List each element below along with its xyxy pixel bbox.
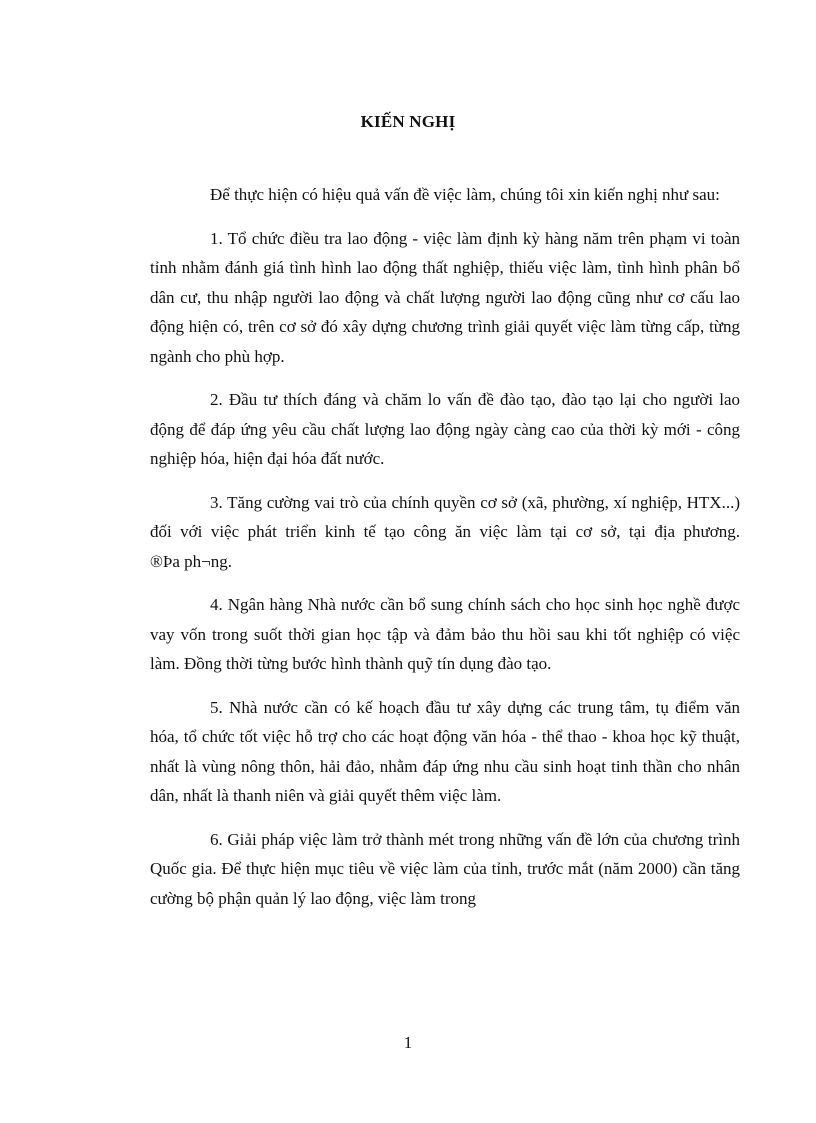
page-title: KIẾN NGHỊ bbox=[360, 112, 456, 131]
recommendation-item-5: 5. Nhà nước cần có kế hoạch đầu tư xây dựng các trung tâm, tụ điểm văn hóa, tổ chức tốt việc hỗ trợ cho các hoạt động văn hóa - thể thao - khoa học kỹ thuật, nhất là vùng nông thôn, hải đảo, nhằm đáp ứng nhu cầu sinh hoạt tinh thần cho nhân dân, nhất là thanh niên và giải quyết thêm việc làm. bbox=[150, 697, 740, 805]
recommendation-item-4: 4. Ngân hàng Nhà nước cần bổ sung chính sách cho học sinh học nghề được vay vốn trong suốt thời gian học tập và đảm bảo thu hồi sau khi tốt nghiệp có việc làm. Đồng thời từng bước hình thành quỹ tín dụng đào tạo. bbox=[150, 595, 740, 673]
page-number: 1 bbox=[403, 1033, 413, 1052]
recommendation-item-1: 1. Tổ chức điều tra lao động - việc làm định kỳ hàng năm trên phạm vi toàn tỉnh nhằm đánh giá tình hình lao động thất nghiệp, thiếu việc làm, tình hình phân bổ dân cư, thu nhập người lao động và chất lượng người lao động cũng như cơ cấu lao động hiện có, trên cơ sở đó xây dựng chương trình giải quyết việc làm từng cấp, từng ngành cho phù hợp. bbox=[150, 228, 740, 366]
intro-paragraph: Để thực hiện có hiệu quả vấn đề việc làm, chúng tôi xin kiến nghị như sau: bbox=[210, 185, 720, 204]
recommendation-item-3: 3. Tăng cường vai trò của chính quyền cơ sở (xã, phường, xí nghiệp, HTX...) đối với việc phát triển kinh tế tạo công ăn việc làm tại cơ sở, tại địa phương. bbox=[150, 492, 740, 541]
encoding-glitch-text: ®Þa ph¬ng. bbox=[150, 551, 233, 571]
recommendation-item-6: 6. Giải pháp việc làm trở thành mét trong những vấn đề lớn của chương trình Quốc gia. Để thực hiện mục tiêu về việc làm của tỉnh, trước mắt (năm 2000) cần tăng cường bộ phận quản lý lao động, việc làm trong bbox=[150, 829, 740, 908]
recommendation-item-2: 2. Đầu tư thích đáng và chăm lo vấn đề đào tạo, đào tạo lại cho người lao động để đáp ứng yêu cầu chất lượng lao động ngày càng cao của thời kỳ mới - công nghiệp hóa, hiện đại hóa đất nước. bbox=[150, 390, 740, 468]
document-body bbox=[150, 180, 740, 927]
